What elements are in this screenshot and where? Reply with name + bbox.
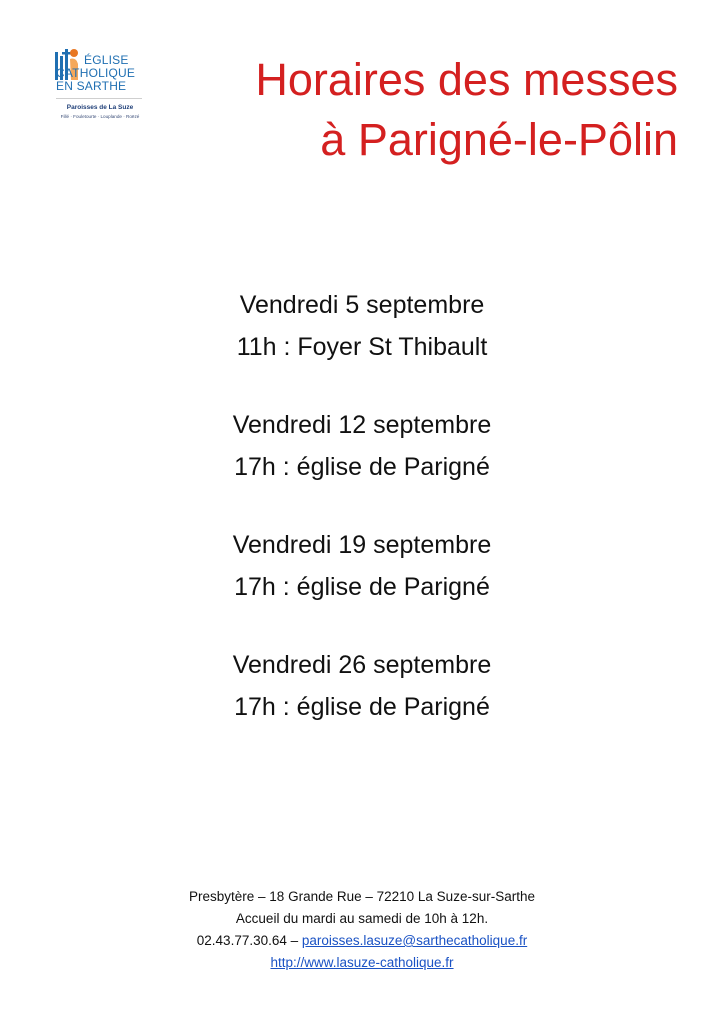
footer-address: Presbytère – 18 Grande Rue – 72210 La Suze-sur-Sarthe xyxy=(189,889,535,904)
mass-time-place: 17h : église de Parigné xyxy=(234,453,490,481)
mass-schedule xyxy=(0,284,724,764)
mass-date: Vendredi 19 septembre xyxy=(232,531,492,559)
parish-logo xyxy=(54,44,144,136)
mass-entry xyxy=(0,284,724,368)
page-title xyxy=(158,50,678,170)
page-footer xyxy=(0,886,724,974)
logo-divider xyxy=(56,98,142,99)
logo-text-line1: ÉGLISE xyxy=(84,53,129,67)
logo-subtitle: Paroisses de La Suze xyxy=(66,104,134,111)
footer-website-line xyxy=(0,952,724,974)
logo-text-line3: EN SARTHE xyxy=(56,79,127,93)
logo-communes: Fillé · Fouletourte · Louplande · Roëzé xyxy=(60,114,140,119)
mass-date: Vendredi 12 septembre xyxy=(232,411,492,439)
mass-entry xyxy=(0,404,724,488)
email-link[interactable]: paroisses.lasuze@sarthecatholique.fr xyxy=(301,933,528,948)
footer-hours: Accueil du mardi au samedi de 10h à 12h. xyxy=(235,911,489,926)
title-line2: à Parigné-le-Pôlin xyxy=(320,114,678,165)
mass-entry xyxy=(0,524,724,608)
logo-text-line2: CATHOLIQUE xyxy=(56,66,136,80)
mass-time-place: 17h : église de Parigné xyxy=(234,693,490,721)
title-line1: Horaires des messes xyxy=(255,54,678,105)
website-link[interactable]: http://www.lasuze-catholique.fr xyxy=(270,955,454,970)
mass-date: Vendredi 5 septembre xyxy=(239,291,485,319)
mass-entry xyxy=(0,644,724,728)
mass-time-place: 17h : église de Parigné xyxy=(234,573,490,601)
mass-time-place: 11h : Foyer St Thibault xyxy=(236,333,488,361)
footer-phone: 02.43.77.30.64 – xyxy=(196,933,302,948)
footer-contact xyxy=(0,930,724,952)
mass-date: Vendredi 26 septembre xyxy=(232,651,492,679)
